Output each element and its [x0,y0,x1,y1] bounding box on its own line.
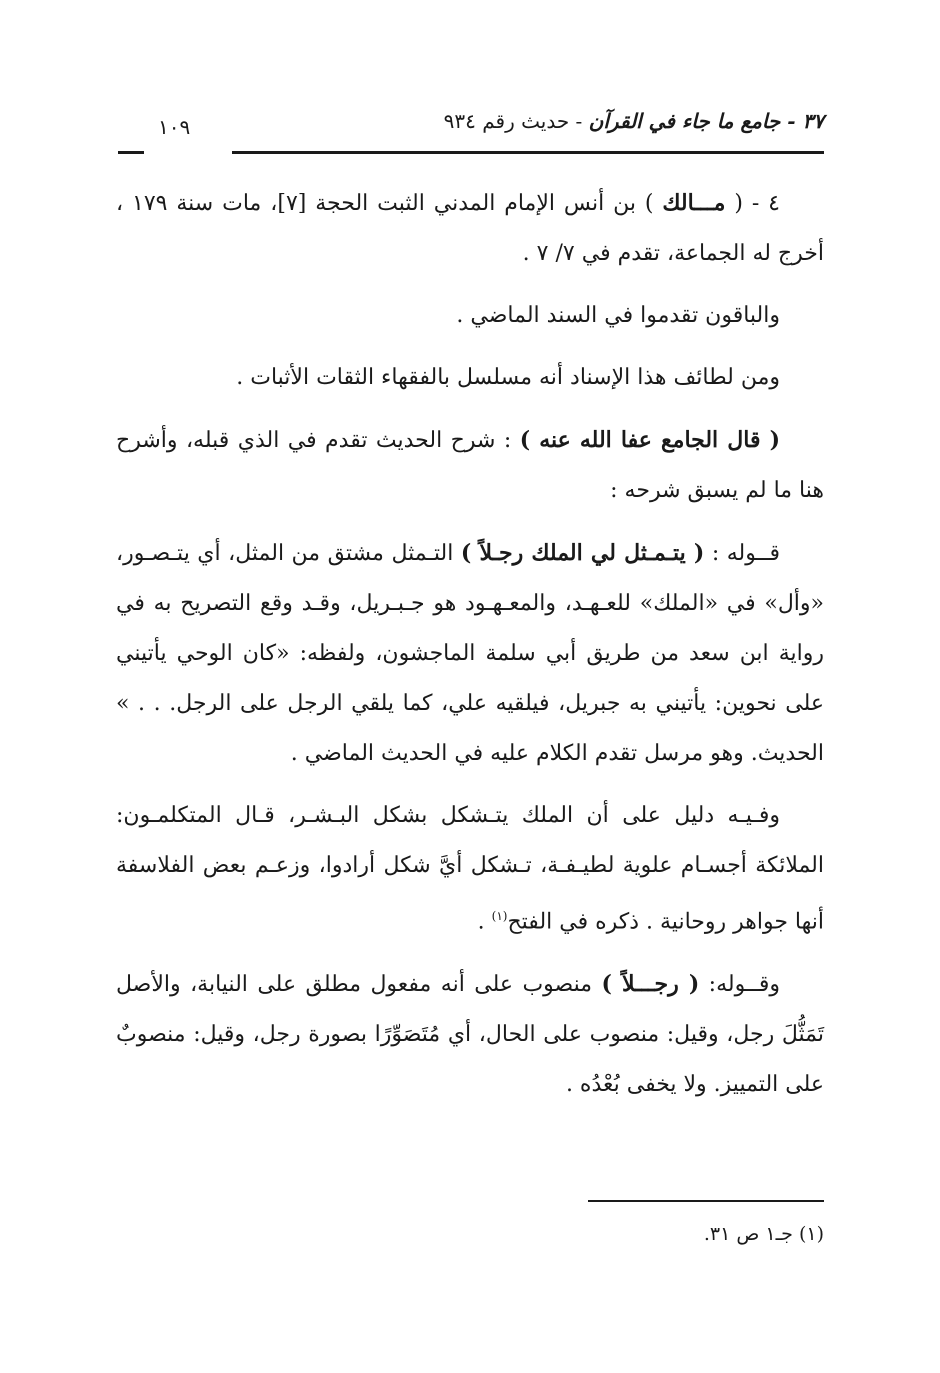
narrator-details: ) بن أنس الإمام المدني الثبت الحجة [٧]، مات سنة ١٧٩ ، أخرج له الجماعة، تقدم في ٧/ ٧ . [116,191,824,266]
paragraph-compiler-note [116,415,824,516]
header-title [444,106,824,136]
compiler-note-text: : شرح الحديث تقدم في الذي قبله، وأشرح هنا ما لم يسبق شرحه : [116,428,824,503]
page-number-rule [118,151,144,154]
compiler-heading: ( قال الجامع عفا الله عنه ) [519,427,780,453]
footnote-separator [588,1200,824,1202]
paragraph-angel-form [116,791,824,947]
footnote: (١) جـ١ ص ٣١. [703,1223,824,1245]
grammar-text: منصوب على أنه مفعول مطلق على النيابة، والأصل تَمَثُّلَ رجل، وقيل: منصوب على الحال، أي مُتَصَوِّرًا بصورة رجل، وقيل: منصوبٌ على التمييز. ولا يخفى بُعْدُه . [116,972,824,1098]
angel-form-text: وفـيـه دليل على أن الملك يتـشكل بشكل البـشـر، قـال المتكلمـون: الملائكة أجسـام علوية لطيـفـة، تـشكل أيَّ شكل أرادوا، وزعـم بعض الفلاسفة أنها جواهر روحانية . ذكره في الفتح [116,803,824,935]
paragraph-remaining-narrators: والباقون تقدموا في السند الماضي . [456,303,780,328]
page-number: ١٠٩ [158,115,191,139]
chapter-title: ٣٧ - جامع ما جاء في القرآن [588,109,824,133]
paragraph-narrator-malik [116,178,824,279]
quote-intro: وقــوله: [699,972,780,998]
paragraph-isnad-subtleties: ومن لطائف هذا الإسناد أنه مسلسل بالفقهاء الثقات الأثبات . [236,365,780,390]
quoted-phrase: ( يتـمـثل لي الملك رجـلاً ) [460,540,705,566]
paragraph-rajulan-grammar [116,959,824,1110]
footnote-reference[interactable]: (١) [491,909,508,923]
quote-intro: قــوله : [704,541,781,566]
item-number: ٤ - ( [725,191,780,216]
quoted-word: ( رجـــلاً ) [601,971,700,998]
hadith-number: - حديث رقم ٩٣٤ [443,109,589,133]
running-header [118,106,824,146]
paragraph-angel-appears [116,528,824,779]
sentence-end: . [477,909,492,935]
main-text [116,178,824,1122]
header-rule [232,151,824,154]
narrator-name: مـــالك [662,190,726,216]
explanation-text: التـمثل مشتق من المثل، أي يتـصـور، «وأل» في «الملك» للعـهـد، والمعـهـود هو جـبـريل، وقـد وقع التصريح به في رواية ابن سعد من طريق أبي سلمة الماجشون، ولفظه: «كان الوحي يأتيني على نحوين: يأتيني به جبريل، فيلقيه علي، كما يلقي الرجل على الرجل. . . » الحديث. وهو مرسل تقدم الكلام عليه في الحديث الماضي . [116,541,824,766]
